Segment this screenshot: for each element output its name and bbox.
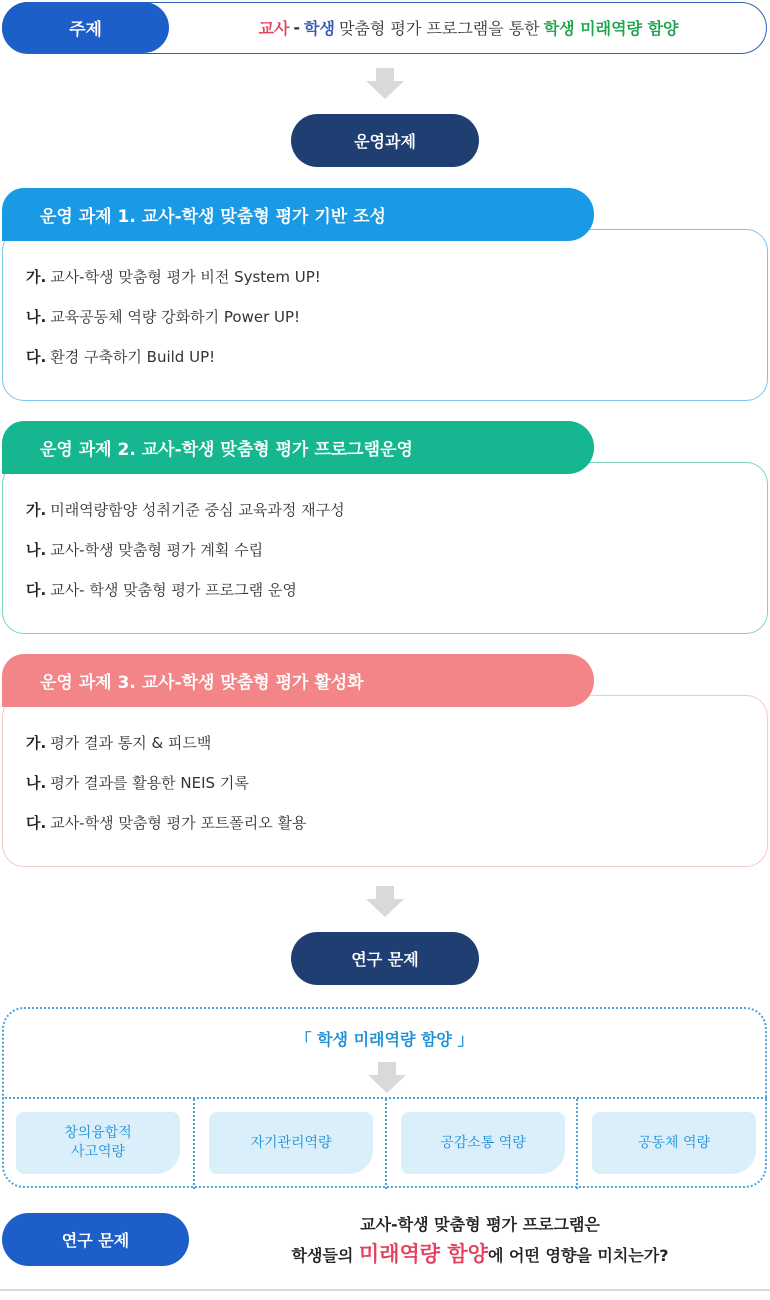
topic-teacher: 교사 [258,19,290,38]
question-line-2 [190,1238,770,1268]
topic-bar [2,2,767,54]
competency-community [592,1112,756,1174]
item-text: 교사-학생 맞춤형 평가 포트폴리오 활용 [50,814,307,832]
item-text: 평가 결과 통지 & 피드백 [50,734,212,752]
item-marker: 다. [26,814,47,832]
down-arrow-icon [366,68,404,99]
competency-grid [2,1097,767,1189]
task-item [26,732,307,772]
item-marker: 가. [26,734,47,752]
task-item [26,579,345,619]
competency-line: 공동체 역량 [637,1134,711,1151]
question-emphasis: 미래역량 함양 [358,1242,488,1266]
task-items-2 [26,499,345,619]
item-marker: 가. [26,268,47,286]
item-text: 교사-학생 맞춤형 평가 비전 System UP! [50,268,321,286]
item-marker: 다. [26,581,47,599]
grid-divider [193,1099,195,1189]
topic-student: 학생 [304,19,335,38]
down-arrow-icon [368,1062,406,1093]
task-item [26,346,321,386]
task-item [26,812,307,852]
question-line-1: 교사-학생 맞춤형 평가 프로그램은 [360,1215,600,1234]
topic-middle: 맞춤형 평가 프로그램을 통한 [338,19,540,38]
item-text: 환경 구축하기 Build UP! [50,348,216,366]
bottom-divider [0,1289,770,1291]
research-box [2,1007,767,1188]
item-marker: 나. [26,308,47,326]
topic-dash: - [293,18,301,37]
research-problem-pill: 연구 문제 [291,932,479,985]
competency-creative [16,1112,180,1174]
question-pre: 학생들의 [291,1246,354,1265]
task-title-2: 운영 과제 2. 교사-학생 맞춤형 평가 프로그램운영 [2,421,594,474]
topic-statement [171,3,766,52]
grid-divider [576,1099,578,1189]
competency-line: 자기관리역량 [250,1134,332,1151]
competency-line: 공감소통 역량 [440,1134,526,1151]
competency-line: 사고역량 [70,1144,126,1160]
topic-label: 주제 [2,2,169,53]
topic-goal: 학생 미래역량 함양 [543,19,679,38]
task-item [26,306,321,346]
item-text: 교사- 학생 맞춤형 평가 프로그램 운영 [50,581,297,599]
operation-tasks-pill: 운영과제 [291,114,479,167]
item-text: 교육공동체 역량 강화하기 Power UP! [50,308,301,326]
grid-divider [385,1099,387,1189]
competency-communication [401,1112,565,1174]
item-marker: 나. [26,774,47,792]
question-label: 연구 문제 [2,1213,189,1266]
item-marker: 가. [26,501,47,519]
task-items-1 [26,266,321,386]
task-item [26,266,321,306]
task-items-3 [26,732,307,852]
research-title: 「 학생 미래역량 함양 」 [295,1030,474,1049]
task-title-1: 운영 과제 1. 교사-학생 맞춤형 평가 기반 조성 [2,188,594,241]
item-text: 평가 결과를 활용한 NEIS 기록 [50,774,249,792]
item-marker: 나. [26,541,47,559]
task-item [26,772,307,812]
task-item [26,499,345,539]
item-marker: 다. [26,348,47,366]
task-title-3: 운영 과제 3. 교사-학생 맞춤형 평가 활성화 [2,654,594,707]
question-post: 에 어떤 영향을 미치는가? [487,1246,669,1265]
task-item [26,539,345,579]
item-text: 미래역량함양 성취기준 중심 교육과정 재구성 [50,501,345,519]
item-text: 교사-학생 맞춤형 평가 계획 수립 [50,541,264,559]
competency-self-management [209,1112,373,1174]
competency-line: 창의융합적 [64,1125,132,1141]
down-arrow-icon [366,886,404,917]
